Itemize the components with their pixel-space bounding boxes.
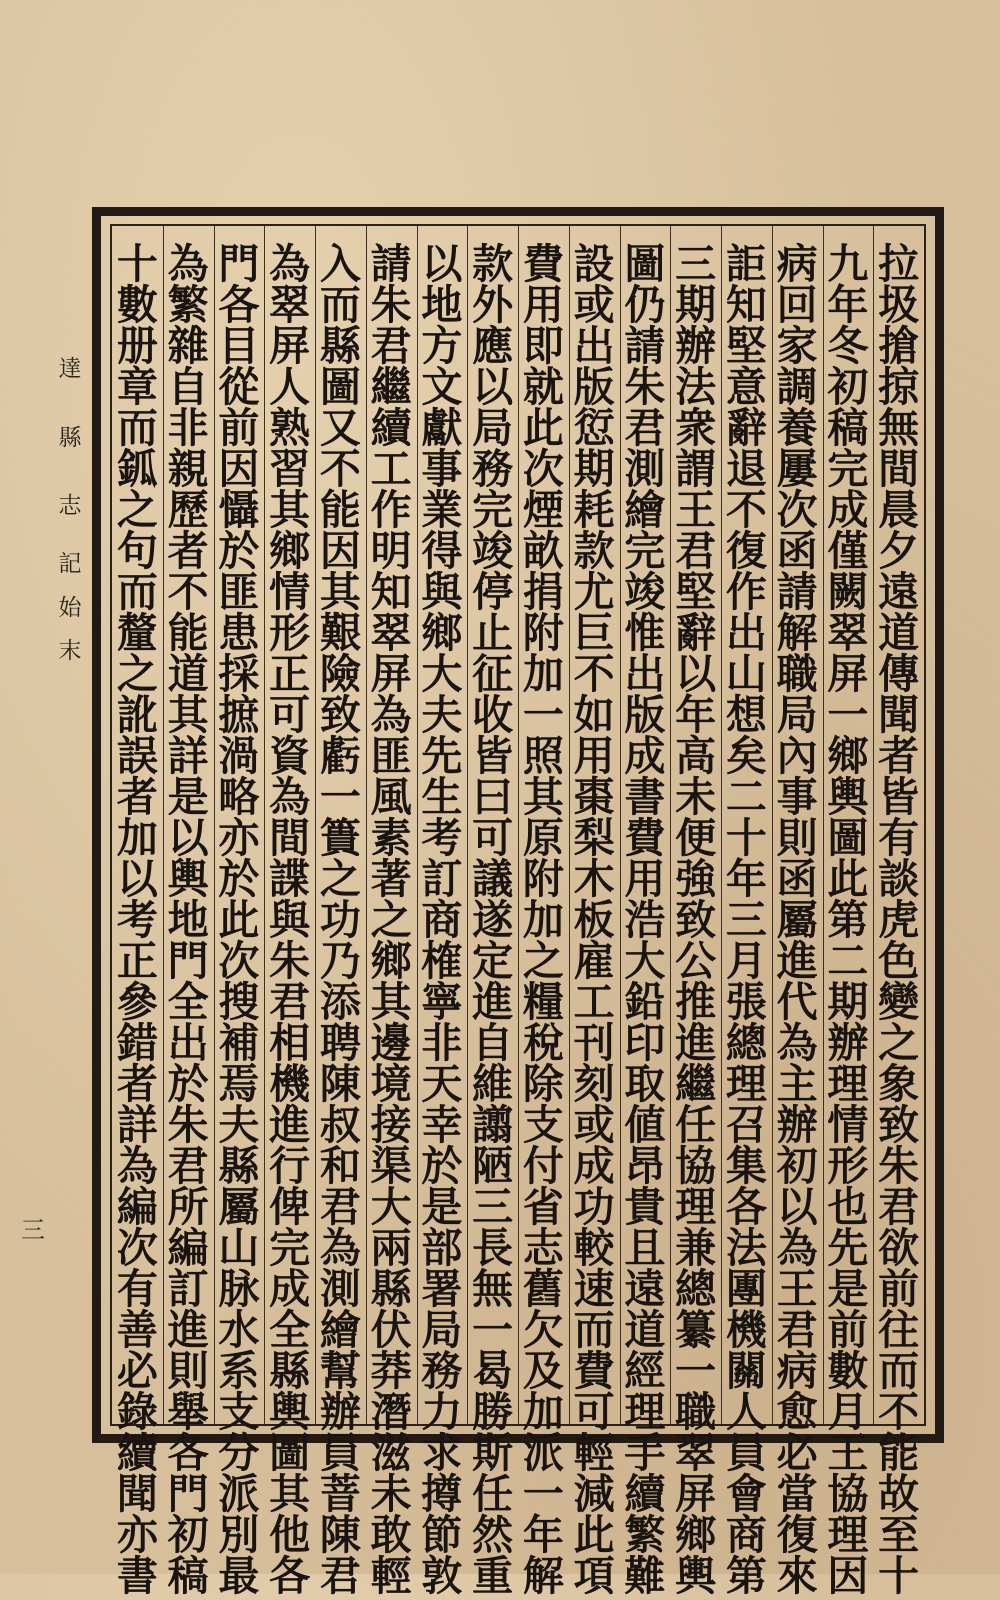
margin-section: 記 始 末 — [58, 551, 82, 664]
page-number: 三 — [21, 1216, 45, 1244]
text-column: 入 而 縣 圖 又 不 能 因 其 艱 險 致 虧 一 簣 之 功 乃 添 聘 陳 叔 和 君 為 測 繪 幫 辦 員 萻 陳 君 — [319, 240, 361, 1600]
text-column: 款 外 應 以 局 務 完 竣 停 止 征 收 皆 曰 可 議 遂 定 進 自 維 譾 陋 三 長 無 一 曷 勝 斯 任 然 重 — [472, 240, 514, 1600]
text-column: 門 各 目 從 前 因 懾 於 匪 患 採 摭 渦 略 亦 於 此 次 搜 補 焉 夫 縣 屬 山 脉 水 系 支 分 派 別 最 — [218, 240, 260, 1600]
text-column: 為 繁 雜 自 非 親 歷 者 不 能 道 其 詳 是 以 輿 地 門 全 出 於 朱 君 所 編 訂 進 則 舉 各 門 初 稿 — [167, 240, 209, 1600]
text-column: 請 朱 君 繼 續 工 作 明 知 翠 屏 為 匪 風 素 著 之 鄉 其 邊 境 接 渠 大 兩 縣 伏 莽 潛 滋 未 敢 輕 — [370, 240, 412, 1600]
text-column: 以 地 方 文 獻 事 業 得 與 鄉 大 夫 先 生 考 訂 商 榷 寧 非 天 幸 於 是 部 署 局 務 力 求 撙 節 敦 — [421, 240, 463, 1600]
text-column: 拉 圾 搶 掠 無 間 晨 夕 遠 道 傳 聞 者 皆 有 談 虎 色 變 之 象 致 朱 君 欲 前 往 而 不 能 故 至 十 — [878, 240, 920, 1600]
text-column: 詎 知 堅 意 辭 退 不 復 作 出 山 想 矣 二 十 年 三 月 張 總 理 召 集 各 法 團 機 關 人 員 會 商 第 — [725, 240, 767, 1600]
margin-title: 達 縣 志 — [58, 356, 82, 519]
text-column: 為 翠 屏 人 熟 習 其 鄉 情 形 正 可 資 為 間 諜 與 朱 君 相 機 進 行 俾 完 成 全 縣 輿 圖 其 他 各 — [269, 240, 311, 1600]
text-column: 三 期 辦 法 衆 謂 王 君 堅 辭 以 年 高 未 便 強 致 公 推 進 繼 任 協 理 兼 總 纂 一 職 翠 屏 鄉 輿 — [675, 240, 717, 1600]
text-column: 費 用 即 就 此 次 煙 畝 捐 附 加 一 照 其 原 附 加 之 糧 稅 除 支 付 省 志 舊 欠 及 加 派 一 年 解 — [522, 240, 564, 1600]
text-column: 設 或 出 版 愆 期 耗 款 尤 巨 不 如 用 棗 梨 木 板 雇 工 刊 刻 或 成 功 較 速 而 費 可 輕 減 此 項 — [573, 240, 615, 1600]
text-column: 十 數 册 章 而 鈲 之 句 而 釐 之 訛 誤 者 加 以 考 正 參 錯 者 詳 為 編 次 有 善 必 錄 續 聞 亦 書 — [116, 240, 158, 1600]
text-column: 九 年 冬 初 稿 完 成 僅 闕 翠 屏 一 鄉 輿 圖 此 第 二 期 辦 理 情 形 也 先 是 前 數 月 王 協 理 因 — [827, 240, 869, 1600]
text-column: 病 回 家 調 養 屢 次 函 請 解 職 局 內 事 則 函 屬 進 代 為 主 辦 初 以 為 王 君 病 愈 必 當 復 來 — [776, 240, 818, 1600]
text-column: 圖 仍 請 朱 君 測 繪 完 竣 惟 出 版 成 書 費 用 浩 大 鉛 印 取 値 昂 貴 且 遠 道 經 理 手 續 繁 難 — [624, 240, 666, 1600]
